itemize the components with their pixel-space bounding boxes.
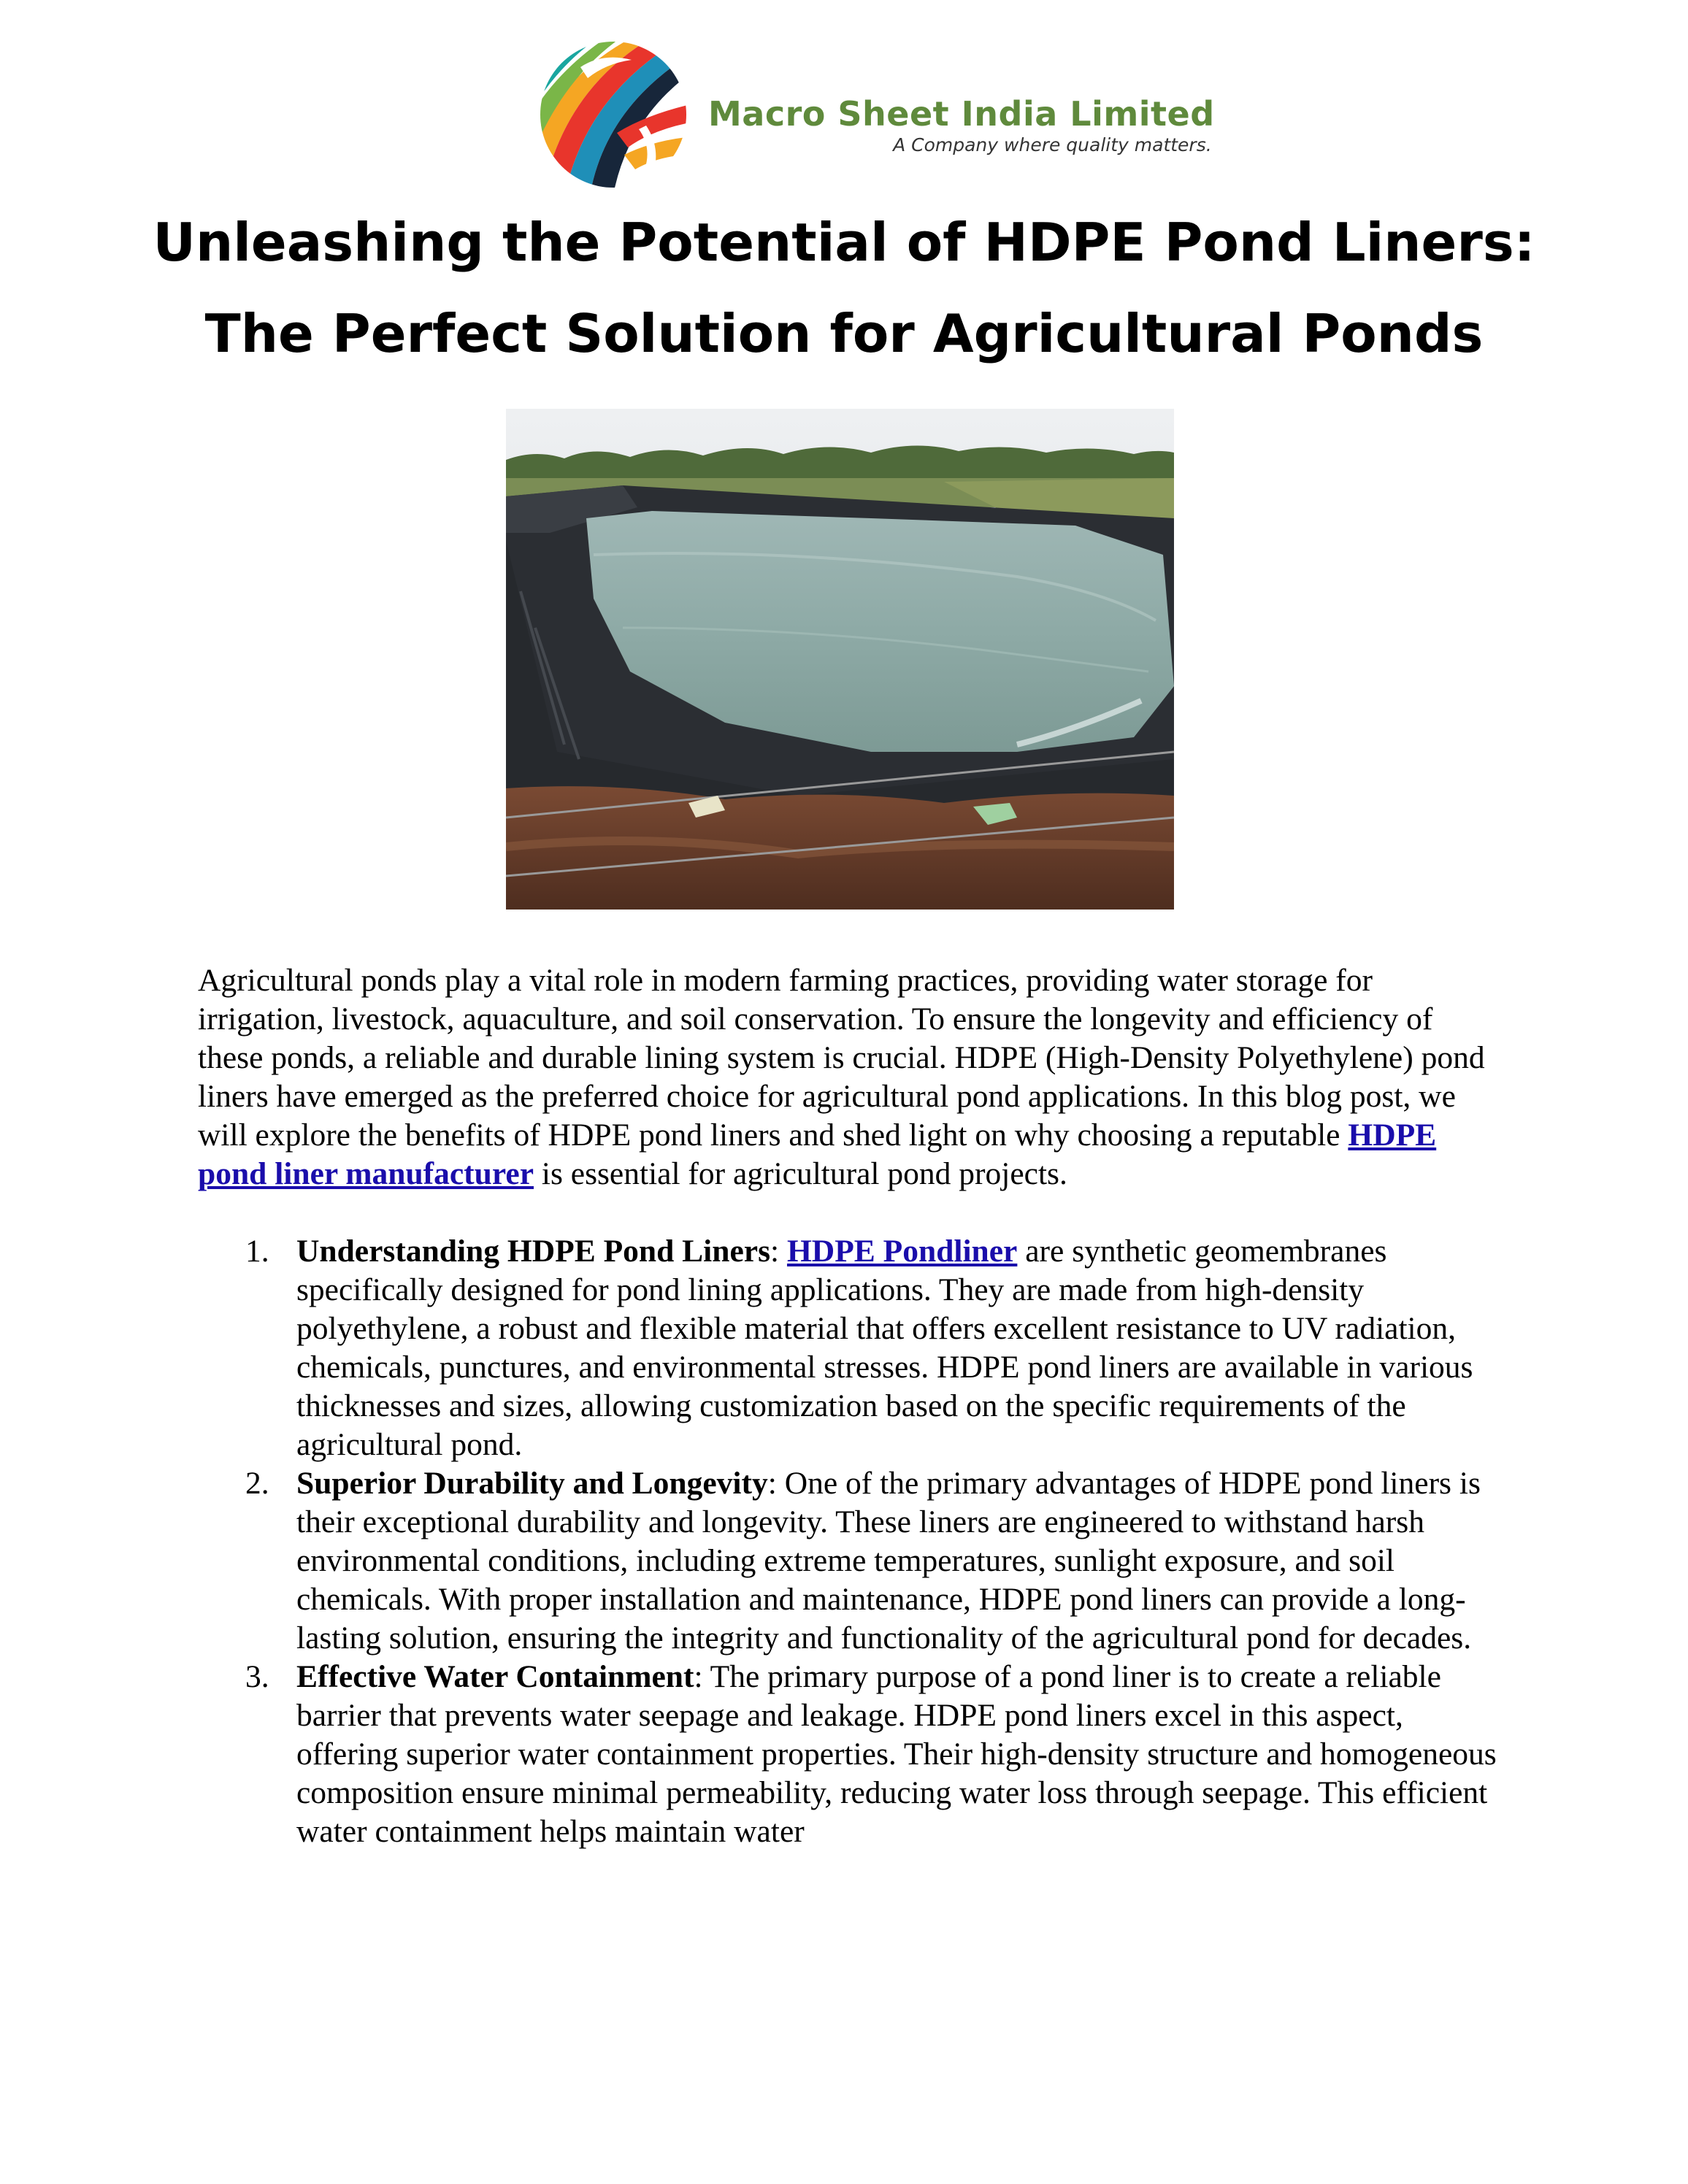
document-title <box>88 197 1600 380</box>
logo-text-block <box>708 95 1215 156</box>
company-tagline: A Company where quality matters. <box>893 134 1212 155</box>
hdpe-pond-liner-manufacturer-link[interactable]: HDPE pond liner manufacturer <box>198 1118 1437 1191</box>
intro-paragraph <box>198 961 1497 1193</box>
list-item-heading: Effective Water Containment <box>296 1659 694 1694</box>
list-item-text: : One of the primary advantages of HDPE pond liners is their exceptional durability and longevity. These liners are engineered to withstand harsh environmental conditions, including extreme temperatures, sunlight exposure, and soil chemicals. With proper installation and maintenance, HDPE pond liners can provide a long-lasting solution, ensuring the integrity and functionality of the agricultural pond for decades. <box>296 1466 1481 1656</box>
list-item-text: are synthetic geomembranes specifically designed for pond lining applications. They are made from high-density polyethylene, a robust and flexible material that offers excellent resistance to UV radiation, chemicals, punctures, and environmental stresses. HDPE pond liners are available in various thicknesses and sizes, allowing customization based on the specific requirements of the agricultural pond. <box>296 1234 1473 1462</box>
title-line-1: Unleashing the Potential of HDPE Pond Liners: <box>153 212 1535 273</box>
list-number: 1. <box>245 1234 269 1269</box>
pond-photo <box>506 409 1174 910</box>
intro-text: Agricultural ponds play a vital role in modern farming practices, providing water storage for irrigation, livestock, aquaculture, and soil conservation. To ensure the longevity and efficiency of these ponds, a reliable and durable lining system is crucial. HDPE (High-Density Polyethylene) pond liners have emerged as the preferred choice for agricultural pond applications. In this blog post, we will explore the benefits of HDPE pond liners and shed light on why choosing a reputable <box>198 963 1485 1153</box>
article-body <box>198 961 1497 1851</box>
company-name: Macro Sheet India Limited <box>708 94 1215 134</box>
title-line-2: The Perfect Solution for Agricultural Ponds <box>204 303 1484 364</box>
list-item-heading: Superior Durability and Longevity <box>296 1466 768 1501</box>
hdpe-pondliner-link[interactable]: HDPE Pondliner <box>786 1234 1018 1269</box>
list-item-separator: : <box>770 1234 787 1269</box>
ribbon-globe-logo-icon <box>537 38 690 191</box>
list-item-heading: Understanding HDPE Pond Liners <box>296 1234 770 1269</box>
company-logo <box>537 38 1230 191</box>
benefits-list <box>198 1232 1497 1851</box>
list-number: 2. <box>245 1466 269 1501</box>
list-item <box>198 1464 1497 1658</box>
intro-text-end: is essential for agricultural pond projects. <box>534 1156 1067 1191</box>
list-item <box>198 1658 1497 1851</box>
list-item-text: : The primary purpose of a pond liner is to create a reliable barrier that prevents water seepage and leakage. HDPE pond liners excel in this aspect, offering superior water containment properties. Their high-density structure and homogeneous composition ensure minimal permeability, reducing water loss through seepage. This efficient water containment helps maintain water <box>296 1659 1497 1849</box>
list-number: 3. <box>245 1659 269 1694</box>
list-item <box>198 1232 1497 1464</box>
